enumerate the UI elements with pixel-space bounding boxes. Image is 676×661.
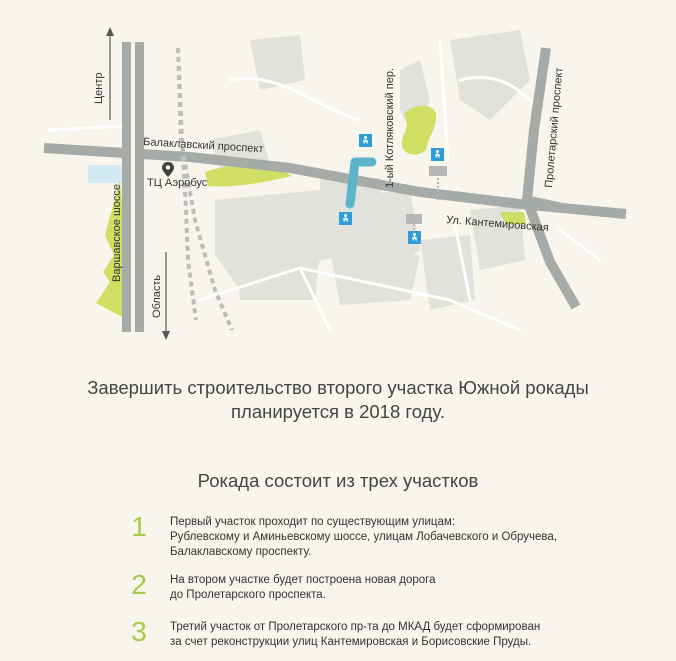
section-number: 3 xyxy=(131,616,147,647)
arrow-up-icon xyxy=(106,27,114,120)
pedestrian-crossing-icon xyxy=(408,231,421,244)
railway-lines xyxy=(178,48,232,330)
label-balaklavsky: Балаклавский проспект xyxy=(142,136,264,156)
label-kantemirovskaya: Ул. Кантемировская xyxy=(445,214,550,235)
varshavskoe-highway xyxy=(122,42,144,332)
subtitle: Рокада состоит из трех участков xyxy=(197,470,479,491)
pedestrian-crossing-icon xyxy=(431,148,444,161)
section-text: Третий участок от Пролетарского пр-та до МКАД будет сформирован за счет реконструкции улиц Кантемировская и Борисовские Пруды. xyxy=(170,621,541,648)
pedestrian-crossing-icon xyxy=(359,134,372,147)
label-oblast: Область xyxy=(151,274,163,318)
label-varshavskoe: Варшавское шоссе xyxy=(111,183,123,282)
arrow-down-icon xyxy=(162,252,170,340)
section-text: Первый участок проходит по существующим улицам: Рублевскому и Аминьевскому шоссе, улицам Лобачевского и Обручева, Балаклавскому проспекту. xyxy=(170,516,557,558)
label-aerobus: ТЦ Аэробус xyxy=(147,177,208,189)
label-center: Центр xyxy=(93,72,105,104)
label-kotlyakovsky: 1-ый Котляковский пер. xyxy=(384,67,396,188)
section-text: На втором участке будет построена новая дорога до Пролетарского проспекта. xyxy=(170,574,436,601)
map-pin-icon xyxy=(162,162,174,177)
label-proletarsky: Пролетарский проспект xyxy=(543,67,566,189)
headline: Завершить строительство второго участка Южной рокады планируется в 2018 году. xyxy=(87,377,589,422)
section-number: 1 xyxy=(131,511,147,542)
pedestrian-crossing-icon xyxy=(339,212,352,225)
section-number: 2 xyxy=(131,569,147,600)
